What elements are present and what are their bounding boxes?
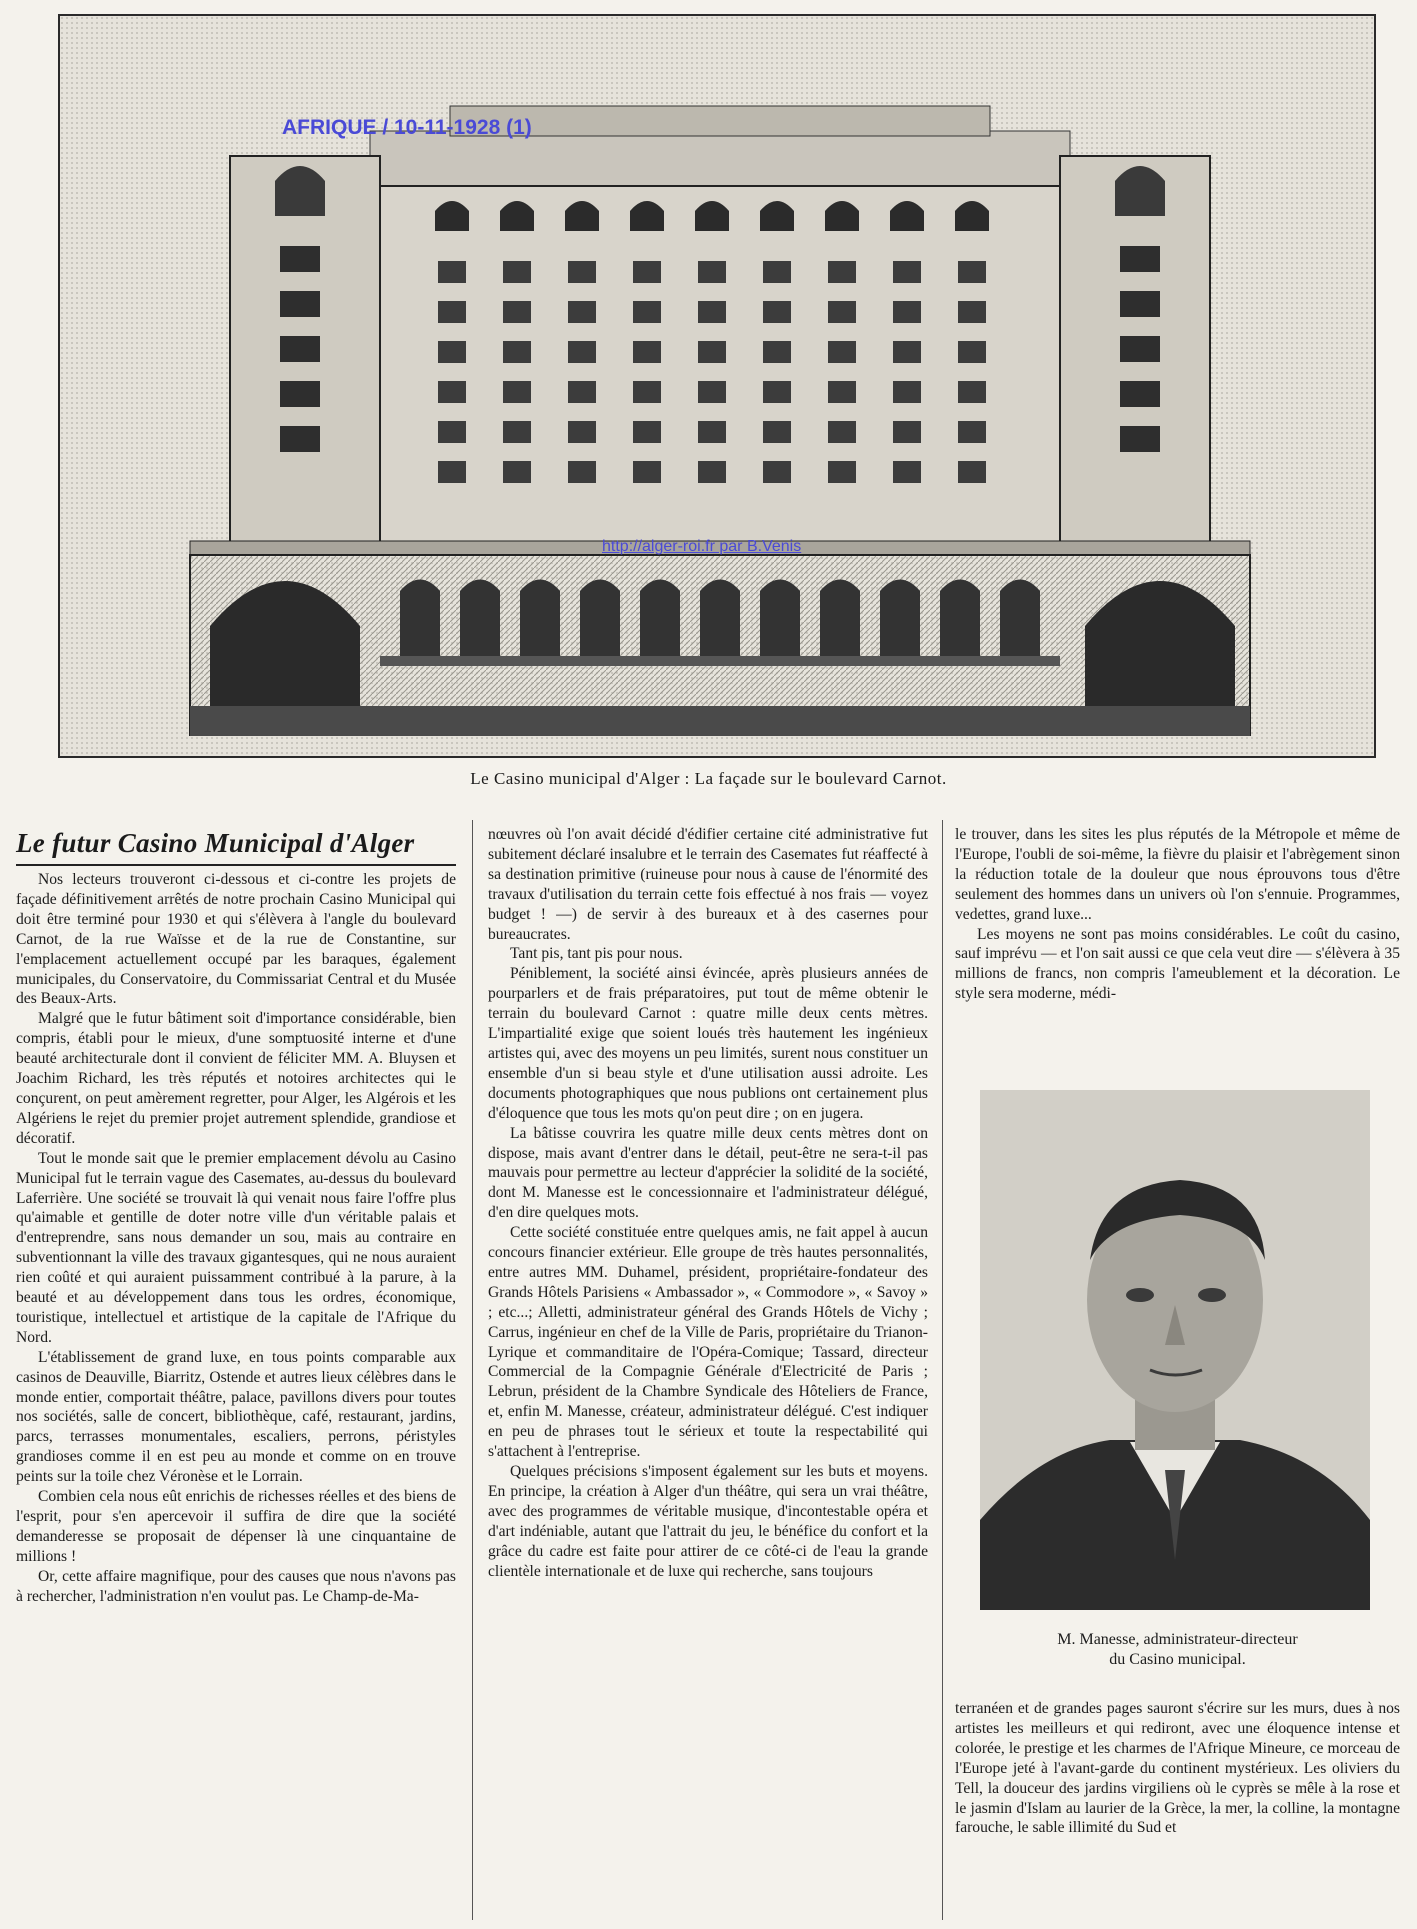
paragraph: Or, cette affaire magnifique, pour des causes que nous n'avons pas à rechercher, l'administration n'en voulut pas. Le Champ-de-Ma- bbox=[16, 1567, 456, 1605]
article-column-2 bbox=[488, 825, 928, 1581]
paragraph: Combien cela nous eût enrichis de richesses réelles et des biens de l'esprit, pour s'en apercevoir il suffira de dire que la société demanderesse se proposait de dépenser là une cinquantaine de millions ! bbox=[16, 1488, 456, 1565]
article-column-1 bbox=[16, 870, 456, 1607]
column-rule-2 bbox=[942, 820, 943, 1920]
paragraph: Nos lecteurs trouveront ci-dessous et ci-contre les projets de façade définitivement arrêtés de notre prochain Casino Municipal qui doit être terminé pour 1930 et qui s'élèvera à l'angle du boulevard Carnot, de la rue Waïsse et de la rue de Constantine, sur l'emplacement actuellement occupé par les baraques, également municipales, du Conservatoire, du Commissariat Central et du Musée des Beaux-Arts. bbox=[16, 871, 456, 1008]
paragraph: Tout le monde sait que le premier emplacement dévolu au Casino Municipal fut le terrain vague des Casemates, au-dessus du boulevard Laferrière. Une société se trouvait là qui venait nous faire l'offre plus qu'aimable et gentille de doter notre ville d'un véritable palais et d'entreprendre, sans nous demander un sou, mais au contraire en subventionnant la ville des travaux gigantesques, qui ne nous auraient rien coûté et qui auraient puissamment contribué à la parure, à la beauté et au développement dans tous les ordres, économique, touristique, intellectuel et artistique de la capitale de l'Afrique du Nord. bbox=[16, 1149, 456, 1346]
paragraph: Péniblement, la société ainsi évincée, après plusieurs années de pourparlers et de frais préparatoires, put tout de même obtenir le terrain du boulevard Carnot : quatre mille deux cents mètres. L'impartialité exige que soient loués très hautement les ingénieux artistes qui, avec des moyens un peu limités, surent nous constituer un ensemble d'un si beau style et d'une utilisation aussi adroite. Les documents photographiques que nous publions ont certainement plus d'éloquence que tous les mots qu'on peut dire ; on en jugera. bbox=[488, 965, 928, 1122]
paragraph: le trouver, dans les sites les plus réputés de la Métropole et même de l'Europe, l'oubli de soi-même, la fièvre du plaisir et l'abrègement sinon la réduction totale de la douleur que nous éprouvons tous d'être seulement des hommes dans un univers où l'on s'ennuie. Programmes, vedettes, grand luxe... bbox=[955, 826, 1400, 923]
article-column-3-continued bbox=[955, 1699, 1400, 1838]
source-credit-link[interactable]: http://alger-roi.fr par B.Venis bbox=[602, 538, 802, 555]
paragraph: terranéen et de grandes pages sauront s'écrire sur les murs, dues à nos artistes les meilleurs et qui rediront, avec une éloquence intense et colorée, le prestige et les charmes de l'Afrique Mineure, ce morceau de l'Europe jeté à l'avant-garde du continent mystérieux. Les oliviers du Tell, la douceur des jardins virgiliens où le cyprès se mêle à la rose et le jasmin d'Islam au laurier de la Grèce, la mer, la colline, la montagne farouche, le sable illimité du Sud et bbox=[955, 1700, 1400, 1837]
archive-stamp: AFRIQUE / 10-11-1928 (1) bbox=[282, 116, 532, 139]
portrait-caption-line: M. Manesse, administrateur-directeur bbox=[1057, 1631, 1298, 1648]
paragraph: L'établissement de grand luxe, en tous points comparable aux casinos de Deauville, Biarritz, Ostende et autres lieux célèbres dans le monde entier, comportait théâtre, palace, pavillons divers pour toutes nos sociétés, salle de concert, bibliothèque, café, restaurant, jardins, parcs, terrasses monumentales, escaliers, perrons, péristyles grandioses comme il en est peu au monde et comme on en trouve peints sur la toile chez Véronèse et le Lorrain. bbox=[16, 1348, 456, 1486]
facade-drawing bbox=[60, 16, 1374, 756]
paragraph: nœuvres où l'on avait décidé d'édifier certaine cité administrative fut subitement déclaré insalubre et le terrain des Casemates fut réaffecté à sa destination primitive (ruineuse pour nous à cause de l'énormité des travaux d'utilisation du terrain cette fois effectué à nos frais — voyez budget ! —) de servir à des bureaux et à des casernes pour bureaucrates. bbox=[488, 826, 928, 943]
paragraph: Cette société constituée entre quelques amis, ne fait appel à aucun concours financier extérieur. Elle groupe de très hautes personnalités, entre autres MM. Duhamel, président, propriétaire-fondateur des Grands Hôtels Parisiens « Ambassador », « Commodore », « Savoy » ; etc...; Alletti, administrateur général des Grands Hôtels de Vichy ; Carrus, ingénieur en chef de la Ville de Paris, propriétaire du Trianon-Lyrique et commanditaire de l'Opéra-Comique; Tassard, directeur Commercial de la Compagnie Générale d'Electricité de Paris ; Lebrun, président de la Chambre Syndicale des Hôteliers de France, et, enfin M. Manesse, créateur, administrateur délégué. C'est indiquer en peu de phrases tout le sérieux et toute la respectabilité qui s'attachent à l'entreprise. bbox=[488, 1224, 928, 1461]
paragraph: Tant pis, tant pis pour nous. bbox=[510, 945, 683, 963]
paragraph: Malgré que le futur bâtiment soit d'importance considérable, bien compris, établi pour le mieux, d'une somptuosité interne et d'une beauté architecturale dont il convient de féliciter MM. A. Bluysen et Joachim Richard, les très réputés et notoires architectes qui le conçurent, on peut amèrement regretter, pour Alger, les Algérois et les Algériens le rejet du premier projet autrement splendide, grandiose et décoratif. bbox=[16, 1010, 456, 1147]
paragraph: La bâtisse couvrira les quatre mille deux cents mètres dont on dispose, mais avant d'entrer dans le détail, peut-être ne sera-t-il pas mauvais pour permettre au lecteur d'apprécier la solidité de la société, dont M. Manesse est le concessionnaire et l'administrateur délégué, d'en dire quelques mots. bbox=[488, 1124, 928, 1222]
figure-caption: Le Casino municipal d'Alger : La façade sur le boulevard Carnot. bbox=[470, 769, 947, 788]
portrait-photo bbox=[980, 1090, 1370, 1610]
portrait-caption-line: du Casino municipal. bbox=[1109, 1651, 1246, 1668]
paragraph: Les moyens ne sont pas moins considérables. Le coût du casino, sauf imprévu — et l'on sait aussi ce que cela veut dire — s'élèvera à 35 millions de francs, non compris l'ameublement et la décoration. Le style sera moderne, médi- bbox=[955, 925, 1400, 1003]
headline-rule bbox=[16, 864, 456, 866]
portrait-caption bbox=[955, 1630, 1400, 1670]
facade-illustration bbox=[58, 14, 1376, 758]
article-column-3 bbox=[955, 825, 1400, 1004]
article-headline: Le futur Casino Municipal d'Alger bbox=[16, 828, 415, 858]
portrait-drawing bbox=[980, 1090, 1370, 1610]
paragraph: Quelques précisions s'imposent également sur les buts et moyens. En principe, la création à Alger d'un théâtre, qui sera un vrai théâtre, avec des programmes de véritable musique, d'incontestable opéra et d'art indéniable, autant que l'attrait du jeu, le bénéfice du confort et la grâce du cadre est faite pour attirer de ce côté-ci de l'eau la grande clientèle internationale et de luxe qui recherche, sans toujours bbox=[488, 1463, 928, 1580]
column-rule-1 bbox=[472, 820, 473, 1920]
